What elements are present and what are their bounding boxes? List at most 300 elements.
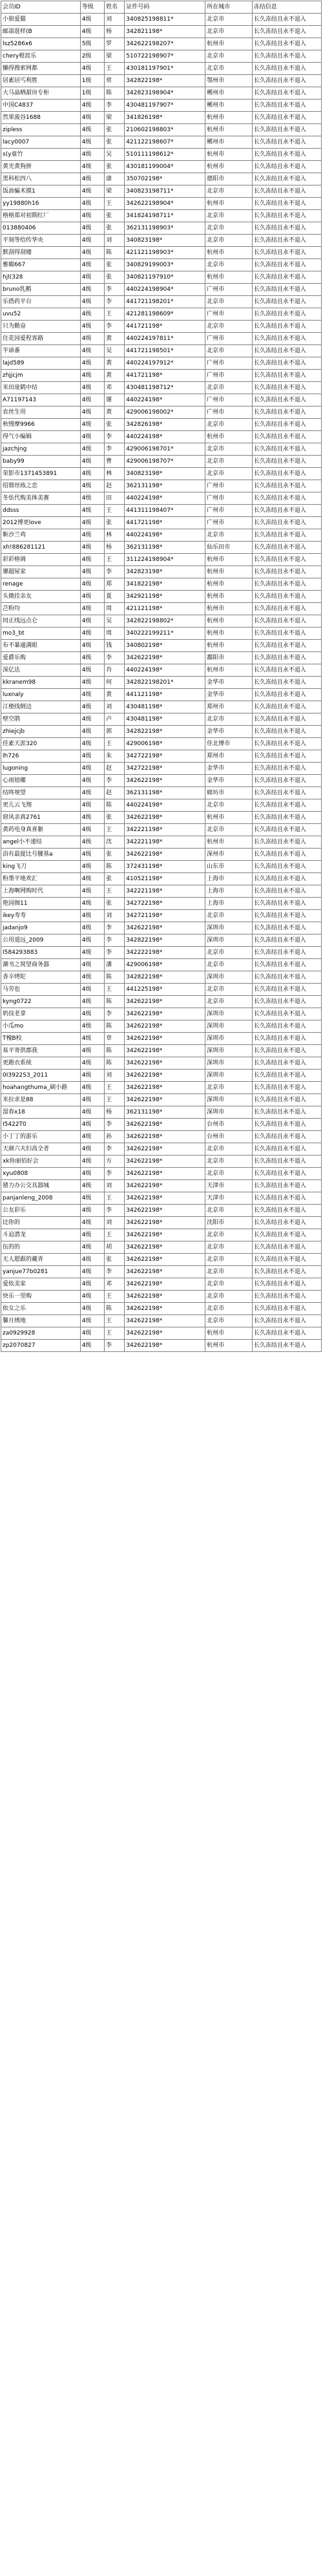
- table-row: [1, 308, 322, 321]
- freeze-info-cell: 长久冻结且永不退入: [252, 26, 321, 38]
- city-cell: 深圳市: [205, 1070, 253, 1082]
- table-row: [1, 210, 322, 222]
- member-id-cell: 公用道远_2009: [1, 934, 81, 947]
- freeze-info-cell: 长久冻结且永不退入: [252, 898, 321, 910]
- name-cell: 吴: [105, 345, 125, 357]
- member-id-cell: 米拉求是88: [1, 1094, 81, 1106]
- level-cell: 4级: [80, 100, 104, 112]
- level-cell: 4级: [80, 1327, 104, 1340]
- freeze-info-cell: 长久冻结且永不退入: [252, 1033, 321, 1045]
- member-id-cell: 米田庞鹤中结: [1, 382, 81, 394]
- member-id-cell: 馨月绣地: [1, 1315, 81, 1327]
- table-row: [1, 529, 322, 542]
- id-number-cell: 510722198907*: [125, 50, 205, 63]
- level-cell: 4级: [80, 529, 104, 542]
- member-id-cell: 天颜六夫妇高全者: [1, 1143, 81, 1156]
- level-cell: 4级: [80, 185, 104, 198]
- level-cell: 4级: [80, 480, 104, 492]
- freeze-info-cell: 长久冻结且永不退入: [252, 50, 321, 63]
- table-row: [1, 26, 322, 38]
- table-row: [1, 173, 322, 185]
- city-cell: 广州市: [205, 505, 253, 517]
- table-row: [1, 14, 322, 26]
- city-cell: 北京市: [205, 1266, 253, 1278]
- city-cell: 上海市: [205, 898, 253, 910]
- city-cell: 杭州市: [205, 664, 253, 677]
- id-number-cell: 342622198*: [125, 1033, 205, 1045]
- freeze-info-cell: 长久冻结且永不退入: [252, 689, 321, 701]
- city-cell: 山东市: [205, 861, 253, 873]
- freeze-info-cell: 长久冻结且永不退入: [252, 775, 321, 787]
- table-row: [1, 136, 322, 149]
- city-cell: 金华市: [205, 689, 253, 701]
- table-row: [1, 357, 322, 370]
- name-cell: 陈: [105, 996, 125, 1008]
- member-id-cell: chery橙涯乐: [1, 50, 81, 63]
- freeze-info-cell: 长久冻结且永不退入: [252, 1278, 321, 1291]
- member-id-cell: 窈风亲真2761: [1, 812, 81, 824]
- level-cell: 4级: [80, 370, 104, 382]
- level-cell: 4级: [80, 922, 104, 934]
- freeze-info-cell: 长久冻结且永不退入: [252, 934, 321, 947]
- city-cell: 深圳市: [205, 1094, 253, 1106]
- city-cell: 深圳市: [205, 1020, 253, 1033]
- city-cell: 广州市: [205, 406, 253, 419]
- id-number-cell: 430481197907*: [125, 100, 205, 112]
- id-number-cell: 340821197910*: [125, 271, 205, 284]
- city-cell: 杭州市: [205, 198, 253, 210]
- id-number-cell: 340823198*: [125, 235, 205, 247]
- name-cell: 王: [105, 505, 125, 517]
- freeze-info-cell: 长久冻结且永不退入: [252, 1008, 321, 1020]
- table-row: [1, 971, 322, 984]
- freeze-info-cell: 长久冻结且永不退入: [252, 1168, 321, 1180]
- level-cell: 4级: [80, 419, 104, 431]
- city-cell: 鄂州市: [205, 75, 253, 87]
- id-number-cell: 342622198*: [125, 1205, 205, 1217]
- member-id-cell: 2012博更love: [1, 517, 81, 529]
- level-cell: 4级: [80, 1082, 104, 1094]
- id-number-cell: 362131198*: [125, 480, 205, 492]
- id-number-cell: 340823198711*: [125, 185, 205, 198]
- member-id-cell: 上海啊网购时代: [1, 885, 81, 898]
- name-cell: 杨: [105, 1106, 125, 1119]
- level-cell: 1级: [80, 87, 104, 100]
- level-cell: 4级: [80, 971, 104, 984]
- level-cell: 4级: [80, 271, 104, 284]
- level-cell: 4级: [80, 775, 104, 787]
- level-cell: 4级: [80, 1278, 104, 1291]
- member-id-cell: 绍鼎丝练之恋: [1, 480, 81, 492]
- city-cell: 杭州市: [205, 578, 253, 591]
- id-number-cell: 342222198*: [125, 947, 205, 959]
- freeze-info-cell: 长久冻结且永不退入: [252, 1217, 321, 1229]
- member-id-cell: 骡超屋家: [1, 566, 81, 578]
- name-cell: 刘: [105, 701, 125, 713]
- id-number-cell: 421122198607*: [125, 136, 205, 149]
- id-number-cell: 429006198707*: [125, 456, 205, 468]
- name-cell: 朱: [105, 750, 125, 763]
- city-cell: 北京市: [205, 1156, 253, 1168]
- name-cell: 李: [105, 947, 125, 959]
- level-cell: 4级: [80, 812, 104, 824]
- member-id-cell: 得气小编辑: [1, 431, 81, 443]
- member-id-cell: kyng0722: [1, 996, 81, 1008]
- freeze-info-cell: 长久冻结且永不退入: [252, 603, 321, 615]
- level-cell: 4级: [80, 578, 104, 591]
- name-cell: 林: [105, 529, 125, 542]
- member-id-cell: 大马晶晒甜房专柜: [1, 87, 81, 100]
- id-number-cell: 311224198904*: [125, 554, 205, 566]
- freeze-info-cell: 长久冻结且永不退入: [252, 861, 321, 873]
- member-id-cell: zhjjcjm: [1, 370, 81, 382]
- city-cell: 郴州市: [205, 100, 253, 112]
- level-cell: 4级: [80, 1094, 104, 1106]
- city-cell: 郑州市: [205, 701, 253, 713]
- city-cell: 广州市: [205, 394, 253, 406]
- city-cell: 北京市: [205, 1303, 253, 1315]
- member-id-cell: 雅媚667: [1, 259, 81, 271]
- city-cell: 北京市: [205, 382, 253, 394]
- member-id-cell: 013880406: [1, 222, 81, 235]
- name-cell: 林: [105, 468, 125, 480]
- member-id-cell: 彩彩格调: [1, 554, 81, 566]
- freeze-info-cell: 长久冻结且永不退入: [252, 812, 321, 824]
- name-cell: 张: [105, 873, 125, 885]
- city-cell: 北京市: [205, 1241, 253, 1254]
- table-row: [1, 222, 322, 235]
- freeze-info-cell: 长久冻结且永不退入: [252, 505, 321, 517]
- table-row: [1, 996, 322, 1008]
- table-row: [1, 124, 322, 136]
- member-id-cell: zhiejcjb: [1, 726, 81, 738]
- name-cell: 李: [105, 1119, 125, 1131]
- name-cell: 李: [105, 431, 125, 443]
- name-cell: 钱: [105, 640, 125, 652]
- table-row: [1, 836, 322, 849]
- freeze-info-cell: 长久冻结且永不退入: [252, 1180, 321, 1192]
- id-number-cell: 441721198201*: [125, 296, 205, 308]
- table-row: [1, 861, 322, 873]
- id-number-cell: 342622198*: [125, 1254, 205, 1266]
- level-cell: 4级: [80, 677, 104, 689]
- level-cell: 4级: [80, 1229, 104, 1241]
- freeze-info-cell: 长久冻结且永不退入: [252, 87, 321, 100]
- id-number-cell: 342622198207*: [125, 38, 205, 50]
- city-cell: 杭州市: [205, 124, 253, 136]
- id-number-cell: 342622198*: [125, 1327, 205, 1340]
- id-number-cell: 350702198*: [125, 173, 205, 185]
- table-row: [1, 50, 322, 63]
- level-cell: 4级: [80, 136, 104, 149]
- city-cell: 北京市: [205, 468, 253, 480]
- name-cell: 赵: [105, 787, 125, 799]
- freeze-info-cell: 长久冻结且永不退入: [252, 1070, 321, 1082]
- name-cell: 张: [105, 419, 125, 431]
- table-row: [1, 1020, 322, 1033]
- city-cell: 北京市: [205, 529, 253, 542]
- name-cell: 李: [105, 1168, 125, 1180]
- id-number-cell: 372431198*: [125, 861, 205, 873]
- city-cell: 鄱阳市: [205, 652, 253, 664]
- id-number-cell: 342622198*: [125, 1082, 205, 1094]
- table-row: [1, 149, 322, 161]
- name-cell: 杨: [105, 542, 125, 554]
- city-cell: 北京市: [205, 50, 253, 63]
- member-id-cell: 更儿云飞翔: [1, 799, 81, 812]
- id-number-cell: 342622198*: [125, 1180, 205, 1192]
- freeze-info-cell: 长久冻结且永不退入: [252, 1192, 321, 1205]
- freeze-info-cell: 长久冻结且永不退入: [252, 554, 321, 566]
- table-row: [1, 1070, 322, 1082]
- table-row: [1, 726, 322, 738]
- freeze-info-cell: 长久冻结且永不退入: [252, 640, 321, 652]
- id-number-cell: 342722198*: [125, 763, 205, 775]
- name-cell: 李: [105, 934, 125, 947]
- table-row: [1, 934, 322, 947]
- city-cell: 北京市: [205, 210, 253, 222]
- id-number-cell: 342622198*: [125, 1217, 205, 1229]
- member-id-cell: 冬怯代购美体美赛: [1, 492, 81, 505]
- table-row: [1, 873, 322, 885]
- city-cell: 广州市: [205, 308, 253, 321]
- id-number-cell: 342622198*: [125, 1094, 205, 1106]
- table-row: [1, 664, 322, 677]
- level-cell: 4级: [80, 222, 104, 235]
- city-cell: 深圳市: [205, 1045, 253, 1057]
- header-row: [1, 1, 322, 14]
- freeze-info-cell: 长久冻结且永不退入: [252, 542, 321, 554]
- member-id-cell: 浴有最提比号腰基a: [1, 849, 81, 861]
- table-row: [1, 615, 322, 628]
- level-cell: 4级: [80, 259, 104, 271]
- member-id-cell: renage: [1, 578, 81, 591]
- freeze-info-cell: 长久冻结且永不退入: [252, 1205, 321, 1217]
- id-number-cell: 342622198*: [125, 1119, 205, 1131]
- member-id-cell: zp2070827: [1, 1340, 81, 1352]
- name-cell: 曹: [105, 456, 125, 468]
- table-row: [1, 456, 322, 468]
- city-cell: 佳北博市: [205, 738, 253, 750]
- level-cell: 4级: [80, 431, 104, 443]
- freeze-info-cell: 长久冻结且永不退入: [252, 677, 321, 689]
- name-cell: 田: [105, 492, 125, 505]
- table-row: [1, 542, 322, 554]
- table-row: [1, 112, 322, 124]
- level-cell: 4级: [80, 959, 104, 971]
- name-cell: 胡: [105, 1241, 125, 1254]
- member-id-cell: 易平寄供郡我: [1, 1045, 81, 1057]
- member-id-cell: luxnaly: [1, 689, 81, 701]
- table-row: [1, 1143, 322, 1156]
- freeze-info-cell: 长久冻结且永不退入: [252, 959, 321, 971]
- level-cell: 4级: [80, 198, 104, 210]
- table-row: [1, 1241, 322, 1254]
- level-cell: 4级: [80, 750, 104, 763]
- name-cell: 张: [105, 812, 125, 824]
- name-cell: 张: [105, 1254, 125, 1266]
- freeze-info-cell: 长久冻结且永不退入: [252, 971, 321, 984]
- city-cell: 上海市: [205, 885, 253, 898]
- id-number-cell: 342622198*: [125, 1192, 205, 1205]
- level-cell: 4级: [80, 333, 104, 345]
- member-id-cell: 爱爵乐购: [1, 652, 81, 664]
- member-id-cell: 懒得搜索网都: [1, 63, 81, 75]
- freeze-info-cell: 长久冻结且永不退入: [252, 738, 321, 750]
- city-cell: 北京市: [205, 419, 253, 431]
- member-id-cell: xk你丽佰好会: [1, 1156, 81, 1168]
- id-number-cell: 210602198803*: [125, 124, 205, 136]
- member-id-cell: 结咚规望: [1, 787, 81, 799]
- id-number-cell: 342822198*: [125, 971, 205, 984]
- freeze-info-cell: 长久冻结且永不退入: [252, 1119, 321, 1131]
- city-cell: 深圳市: [205, 922, 253, 934]
- id-number-cell: 342622198*: [125, 812, 205, 824]
- freeze-info-cell: 长久冻结且永不退入: [252, 591, 321, 603]
- name-cell: 赵: [105, 480, 125, 492]
- member-table: [1, 1, 322, 1352]
- member-id-cell: yanjue77b0281: [1, 1266, 81, 1278]
- member-id-cell: bruno乳鹅: [1, 284, 81, 296]
- member-id-cell: 心雨妞嘟: [1, 775, 81, 787]
- level-cell: 4级: [80, 284, 104, 296]
- name-cell: 夏: [105, 591, 125, 603]
- level-cell: 4级: [80, 996, 104, 1008]
- city-cell: 广州市: [205, 284, 253, 296]
- level-cell: 4级: [80, 1057, 104, 1070]
- city-cell: 深圳市: [205, 971, 253, 984]
- id-number-cell: 342622198*: [125, 849, 205, 861]
- city-cell: 杭州市: [205, 431, 253, 443]
- name-cell: 王: [105, 308, 125, 321]
- table-row: [1, 468, 322, 480]
- freeze-info-cell: 长久冻结且永不退入: [252, 1266, 321, 1278]
- city-cell: 杭州市: [205, 836, 253, 849]
- table-row: [1, 284, 322, 296]
- freeze-info-cell: 长久冻结且永不退入: [252, 357, 321, 370]
- member-id-cell: angel小不速结: [1, 836, 81, 849]
- id-number-cell: 342622198*: [125, 1291, 205, 1303]
- name-cell: 陈: [105, 1045, 125, 1057]
- id-number-cell: 342622198*: [125, 1303, 205, 1315]
- id-number-cell: 429006198701*: [125, 443, 205, 456]
- freeze-info-cell: 长久冻结且永不退入: [252, 394, 321, 406]
- name-cell: 王: [105, 1082, 125, 1094]
- member-id-cell: 粉墨平地欢汇: [1, 873, 81, 885]
- table-row: [1, 370, 322, 382]
- freeze-info-cell: 长久冻结且永不退入: [252, 124, 321, 136]
- level-cell: 4级: [80, 701, 104, 713]
- level-cell: 4级: [80, 1119, 104, 1131]
- id-number-cell: 430181197901*: [125, 63, 205, 75]
- table-row: [1, 406, 322, 419]
- table-row: [1, 787, 322, 799]
- id-number-cell: 441721198*: [125, 370, 205, 382]
- id-number-cell: 342822198201*: [125, 677, 205, 689]
- member-id-cell: 黄药电身真喜躯: [1, 824, 81, 836]
- member-id-cell: 公友彩乐: [1, 1205, 81, 1217]
- member-id-cell: xh!886281121: [1, 542, 81, 554]
- city-cell: 广州市: [205, 333, 253, 345]
- table-row: [1, 959, 322, 971]
- id-number-cell: 342221198*: [125, 836, 205, 849]
- freeze-info-cell: 长久冻结且永不退入: [252, 112, 321, 124]
- level-cell: 4级: [80, 1340, 104, 1352]
- freeze-info-cell: 长久冻结且永不退入: [252, 247, 321, 259]
- table-row: [1, 492, 322, 505]
- id-number-cell: 342822198802*: [125, 615, 205, 628]
- city-cell: 深圳市: [205, 1057, 253, 1070]
- level-cell: 4级: [80, 382, 104, 394]
- member-id-cell: 比你的: [1, 1217, 81, 1229]
- level-cell: 4级: [80, 468, 104, 480]
- name-cell: 李: [105, 1008, 125, 1020]
- city-cell: 廊坊市: [205, 787, 253, 799]
- freeze-info-cell: 长久冻结且永不退入: [252, 849, 321, 861]
- name-cell: 黄: [105, 357, 125, 370]
- level-cell: 4级: [80, 873, 104, 885]
- level-cell: 4级: [80, 1217, 104, 1229]
- name-cell: 郑: [105, 578, 125, 591]
- table-row: [1, 198, 322, 210]
- id-number-cell: 441721198501*: [125, 345, 205, 357]
- table-row: [1, 1057, 322, 1070]
- member-id-cell: 0I3922S3_2011: [1, 1070, 81, 1082]
- name-cell: 王: [105, 1291, 125, 1303]
- table-row: [1, 885, 322, 898]
- level-cell: 2级: [80, 50, 104, 63]
- city-cell: 北京市: [205, 996, 253, 1008]
- freeze-info-cell: 长久冻结且永不退入: [252, 100, 321, 112]
- level-cell: 4级: [80, 517, 104, 529]
- member-id-cell: 平刻等给传华央: [1, 235, 81, 247]
- id-number-cell: 440224197912*: [125, 357, 205, 370]
- level-cell: 4级: [80, 566, 104, 578]
- name-cell: 刘: [105, 1070, 125, 1082]
- city-cell: 北京市: [205, 296, 253, 308]
- id-number-cell: 441721198*: [125, 321, 205, 333]
- level-cell: 4级: [80, 63, 104, 75]
- id-number-cell: 362131198903*: [125, 222, 205, 235]
- city-cell: 北京市: [205, 259, 253, 271]
- name-cell: 李: [105, 566, 125, 578]
- freeze-info-cell: 长久冻结且永不退入: [252, 259, 321, 271]
- table-row: [1, 321, 322, 333]
- name-cell: 邓: [105, 1278, 125, 1291]
- member-id-cell: hoahangthuma_刷小路: [1, 1082, 81, 1094]
- freeze-info-cell: 长久冻结且永不退入: [252, 333, 321, 345]
- id-number-cell: 342622198*: [125, 996, 205, 1008]
- id-number-cell: 510111198612*: [125, 149, 205, 161]
- member-id-cell: 潮书之窝望商务器: [1, 959, 81, 971]
- name-cell: 王: [105, 198, 125, 210]
- freeze-info-cell: 长久冻结且永不退入: [252, 284, 321, 296]
- freeze-info-cell: 长久冻结且永不退入: [252, 1094, 321, 1106]
- level-cell: 4级: [80, 849, 104, 861]
- table-row: [1, 689, 322, 701]
- level-cell: 4级: [80, 1020, 104, 1033]
- level-cell: 4级: [80, 1131, 104, 1143]
- name-cell: 王: [105, 63, 125, 75]
- freeze-info-cell: 长久冻结且永不退入: [252, 222, 321, 235]
- id-number-cell: 342822198*: [125, 934, 205, 947]
- table-row: [1, 738, 322, 750]
- level-cell: 4级: [80, 1045, 104, 1057]
- table-row: [1, 1327, 322, 1340]
- level-cell: 4级: [80, 726, 104, 738]
- name-cell: 沈: [105, 836, 125, 849]
- id-number-cell: 340825198811*: [125, 14, 205, 26]
